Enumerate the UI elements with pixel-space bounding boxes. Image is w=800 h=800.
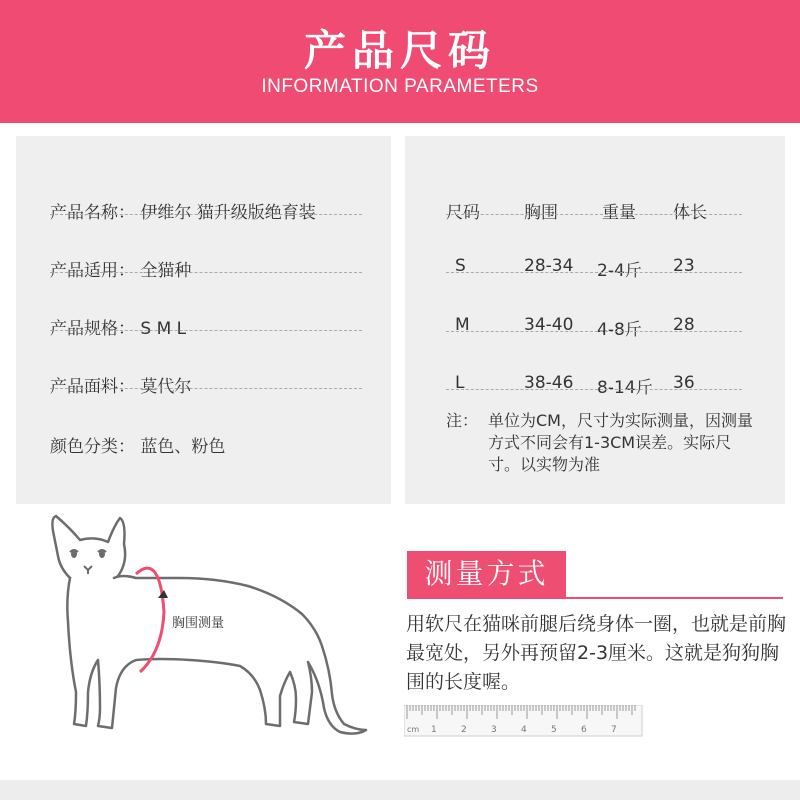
info-row-color <box>50 391 362 457</box>
header-size: 尺码 <box>446 203 480 223</box>
ruler-icon <box>404 705 644 737</box>
header-weight: 重量 <box>602 203 636 223</box>
cell-size: L <box>455 373 465 393</box>
table-row <box>446 215 742 281</box>
chest-measure-label: 胸围测量 <box>172 616 225 631</box>
page-title: 产品尺码 <box>303 26 496 75</box>
cell-weight: 4-8斤 <box>597 320 642 340</box>
table-row <box>446 274 742 340</box>
divider <box>446 389 742 390</box>
info-row-applicable <box>50 215 362 281</box>
info-row-spec <box>50 273 362 339</box>
size-table-panel <box>405 136 785 504</box>
cell-chest: 28-34 <box>524 256 574 276</box>
size-table-header <box>446 157 742 223</box>
ruler-number: 2 <box>461 725 467 735</box>
table-row <box>446 332 742 398</box>
cell-weight: 8-14斤 <box>597 378 653 398</box>
ruler-number: 1 <box>431 725 437 735</box>
header-chest: 胸围 <box>524 203 558 223</box>
ruler-number: 7 <box>611 725 617 735</box>
info-spec-text: 产品规格： S M L <box>50 319 187 339</box>
footer-band <box>0 780 800 800</box>
divider <box>446 272 742 273</box>
cell-chest: 38-46 <box>524 373 574 393</box>
ruler-number: 5 <box>551 725 557 735</box>
note-text: 单位为CM，尺寸为实际测量，因测量方式不同会有1-3CM误差。实际尺寸。以实物为准 <box>488 411 753 474</box>
divider <box>50 388 362 389</box>
cell-length: 23 <box>673 256 695 276</box>
ruler-number: 6 <box>581 725 587 735</box>
cell-size: S <box>455 256 466 276</box>
cell-length: 36 <box>673 373 695 393</box>
info-applicable-text: 产品适用： 全猫种 <box>50 261 192 281</box>
header-length: 体长 <box>673 203 707 223</box>
product-info-panel <box>16 136 391 504</box>
info-color-text: 颜色分类： 蓝色、粉色 <box>50 437 226 457</box>
info-row-fabric <box>50 331 362 397</box>
measure-method-description: 用软尺在猫咪前腿后绕身体一圈，也就是前胸最宽处，另外再预留2-3厘米。这就是狗狗胸围的长度喔。 <box>406 613 787 693</box>
info-row-name <box>50 157 362 223</box>
cell-weight: 2-4斤 <box>597 261 642 281</box>
title-underline <box>407 597 783 599</box>
ruler-unit: cm <box>407 725 420 734</box>
ruler-number: 4 <box>521 725 527 735</box>
cell-length: 28 <box>673 315 695 335</box>
info-fabric-text: 产品面料： 莫代尔 <box>50 377 192 397</box>
cell-chest: 34-40 <box>524 315 574 335</box>
ruler-number: 3 <box>491 725 497 735</box>
cell-size: M <box>455 315 470 335</box>
info-name-text: 产品名称： 伊维尔 猫升级版绝育装 <box>50 203 316 223</box>
page-subtitle: INFORMATION PARAMETERS <box>261 76 539 97</box>
header-banner <box>0 0 800 123</box>
measure-method-title: 测量方式 <box>407 551 566 597</box>
note-label: 注： <box>446 411 479 430</box>
